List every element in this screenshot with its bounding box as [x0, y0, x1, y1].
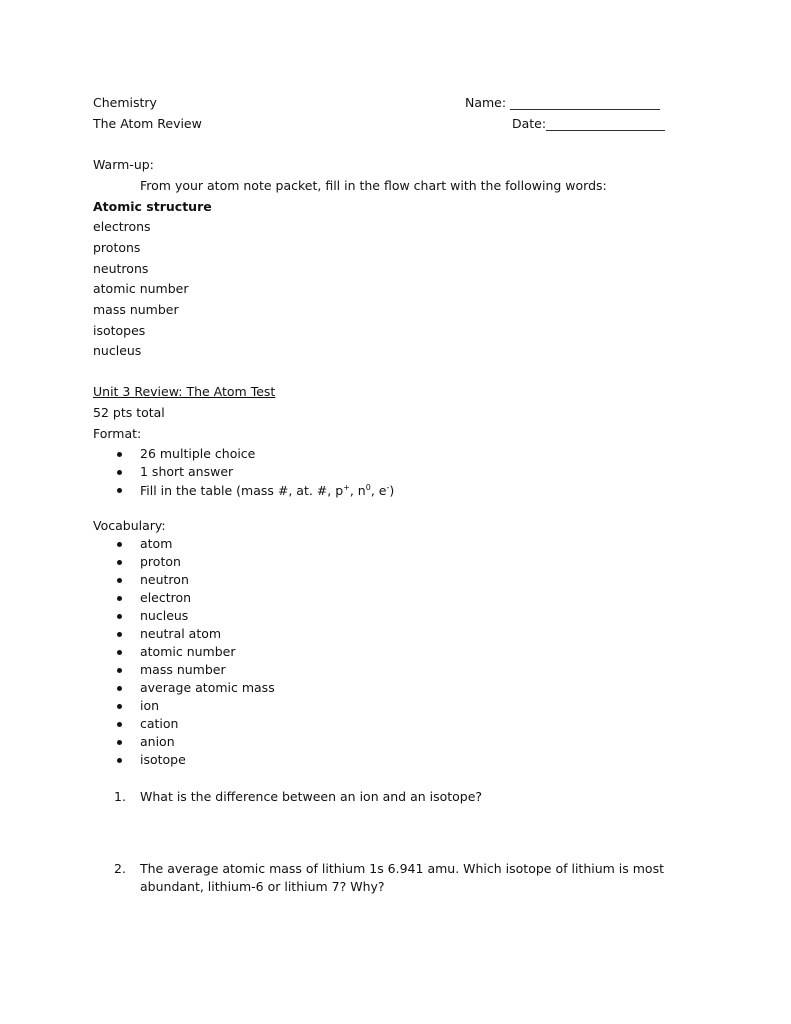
bullet-icon: [117, 488, 122, 493]
question-text: The average atomic mass of lithium 1s 6.941 amu. Which isotope of lithium is most: [140, 861, 664, 876]
vocabulary-item: atomic number: [140, 644, 236, 659]
format-label: Format:: [93, 426, 142, 441]
bullet-icon: [117, 470, 122, 475]
vocabulary-heading: Vocabulary:: [93, 518, 166, 533]
warmup-word: mass number: [93, 302, 179, 317]
name-field[interactable]: Name: ________________________: [465, 95, 661, 110]
bullet-icon: [117, 722, 122, 727]
bullet-icon: [117, 758, 122, 763]
question-number: 2.: [114, 861, 126, 876]
vocabulary-item: ion: [140, 698, 160, 713]
warmup-heading: Warm-up:: [93, 157, 154, 172]
vocabulary-item: isotope: [140, 752, 186, 767]
bullet-icon: [117, 668, 122, 673]
points-total: 52 pts total: [93, 405, 165, 420]
vocabulary-item: neutron: [140, 572, 189, 587]
vocabulary-item: nucleus: [140, 608, 189, 623]
warmup-word: nucleus: [93, 343, 142, 358]
vocabulary-item: mass number: [140, 662, 226, 677]
warmup-word: electrons: [93, 219, 151, 234]
vocabulary-item: cation: [140, 716, 179, 731]
question-text-continued: abundant, lithium-6 or lithium 7? Why?: [140, 879, 385, 894]
format-item: 1 short answer: [140, 464, 234, 479]
vocabulary-item: proton: [140, 554, 181, 569]
vocabulary-item: neutral atom: [140, 626, 222, 641]
question-number: 1.: [114, 789, 126, 804]
format-item-table: Fill in the table (mass #, at. #, p+, $n^0$, e-): [140, 483, 395, 498]
review-heading: Unit 3 Review: The Atom Test: [93, 384, 276, 399]
bullet-icon: [117, 740, 122, 745]
bullet-icon: [117, 632, 122, 637]
format-item: 26 multiple choice: [140, 446, 256, 461]
vocabulary-item: average atomic mass: [140, 680, 275, 695]
subject-label: Chemistry: [93, 95, 157, 110]
vocabulary-item: electron: [140, 590, 192, 605]
bullet-icon: [117, 596, 122, 601]
warmup-instruction: From your atom note packet, fill in the flow chart with the following words:: [140, 178, 607, 193]
bullet-icon: [117, 686, 122, 691]
question-text: What is the difference between an ion and an isotope?: [140, 789, 483, 804]
bullet-icon: [117, 542, 122, 547]
bullet-icon: [117, 704, 122, 709]
bullet-icon: [117, 578, 122, 583]
warmup-word: atomic number: [93, 281, 189, 296]
document-title: The Atom Review: [93, 116, 202, 131]
warmup-word: neutrons: [93, 261, 149, 276]
date-field[interactable]: Date:___________________: [512, 116, 665, 131]
warmup-word: isotopes: [93, 323, 146, 338]
vocabulary-item: anion: [140, 734, 175, 749]
warmup-word: protons: [93, 240, 141, 255]
bullet-icon: [117, 452, 122, 457]
bullet-icon: [117, 614, 122, 619]
atomic-structure-label: Atomic structure: [93, 199, 212, 214]
vocabulary-item: atom: [140, 536, 173, 551]
bullet-icon: [117, 650, 122, 655]
bullet-icon: [117, 560, 122, 565]
